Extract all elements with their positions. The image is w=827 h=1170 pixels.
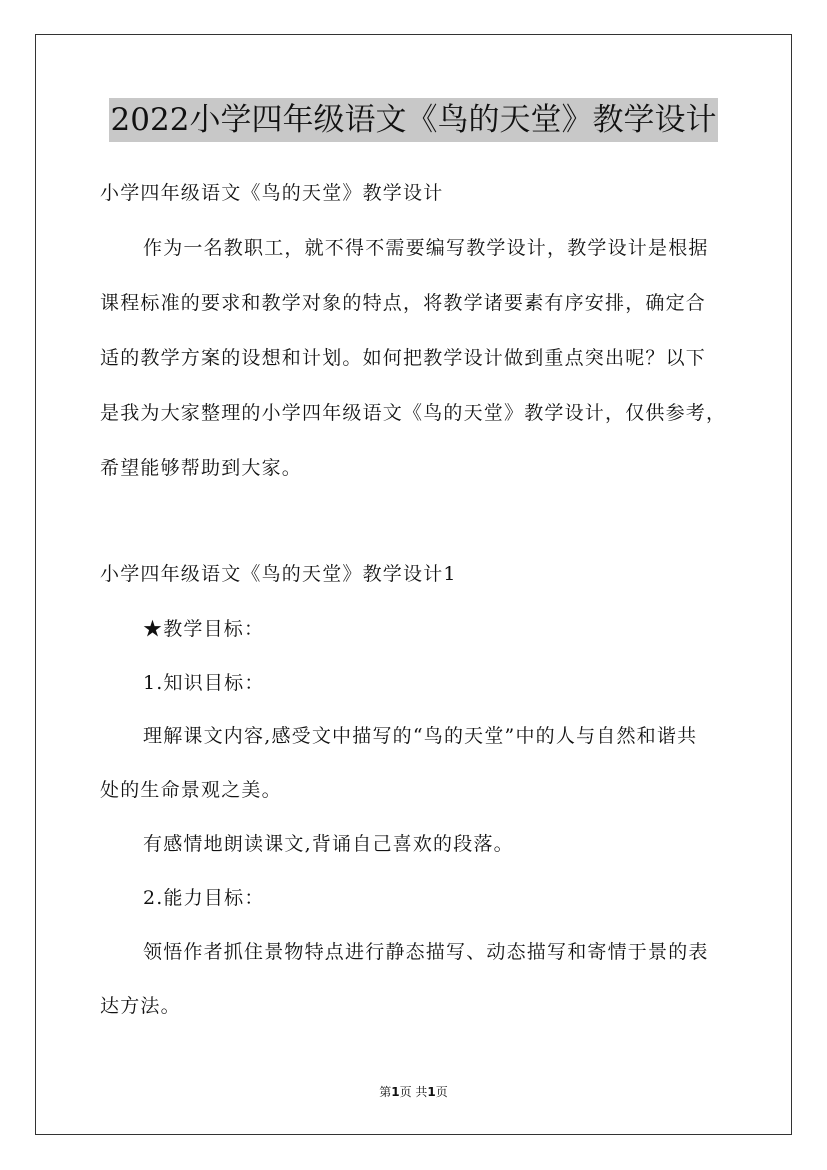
- ability-heading: 2.能力目标：: [143, 887, 265, 909]
- document-subtitle: 小学四年级语文《鸟的天堂》教学设计: [100, 182, 444, 204]
- document-title: 2022小学四年级语文《鸟的天堂》教学设计: [109, 98, 719, 142]
- intro-line-4: 是我为大家整理的小学四年级语文《鸟的天堂》教学设计，仅供参考，: [100, 402, 727, 424]
- page-footer: [0, 1084, 827, 1100]
- intro-line-3: 适的教学方案的设想和计划。如何把教学设计做到重点突出呢？以下: [100, 347, 707, 369]
- knowledge-line-1: 理解课文内容,感受文中描写的“鸟的天堂”中的人与自然和谐共: [143, 725, 698, 747]
- ability-line-2: 达方法。: [100, 995, 181, 1017]
- footer-page-prefix: 第: [379, 1085, 392, 1099]
- title-container: [0, 98, 827, 142]
- footer-page-number: 1: [391, 1085, 400, 1099]
- section-heading: 小学四年级语文《鸟的天堂》教学设计1: [100, 563, 457, 585]
- footer-page-suffix: 页: [435, 1085, 448, 1099]
- footer-page-total: 1: [427, 1085, 436, 1099]
- goals-heading: ★教学目标：: [143, 618, 265, 640]
- intro-line-5: 希望能够帮助到大家。: [100, 457, 303, 479]
- knowledge-line-2: 处的生命景观之美。: [100, 779, 282, 801]
- ability-line-1: 领悟作者抓住景物特点进行静态描写、动态描写和寄情于景的表: [143, 941, 709, 963]
- reading-goal: 有感情地朗读课文,背诵自己喜欢的段落。: [143, 833, 514, 855]
- intro-line-2: 课程标准的要求和教学对象的特点，将教学诸要素有序安排，确定合: [100, 292, 707, 314]
- intro-line-1: 作为一名教职工，就不得不需要编写教学设计，教学设计是根据: [143, 237, 709, 259]
- footer-page-mid: 页 共: [399, 1085, 428, 1099]
- knowledge-heading: 1.知识目标：: [143, 672, 265, 694]
